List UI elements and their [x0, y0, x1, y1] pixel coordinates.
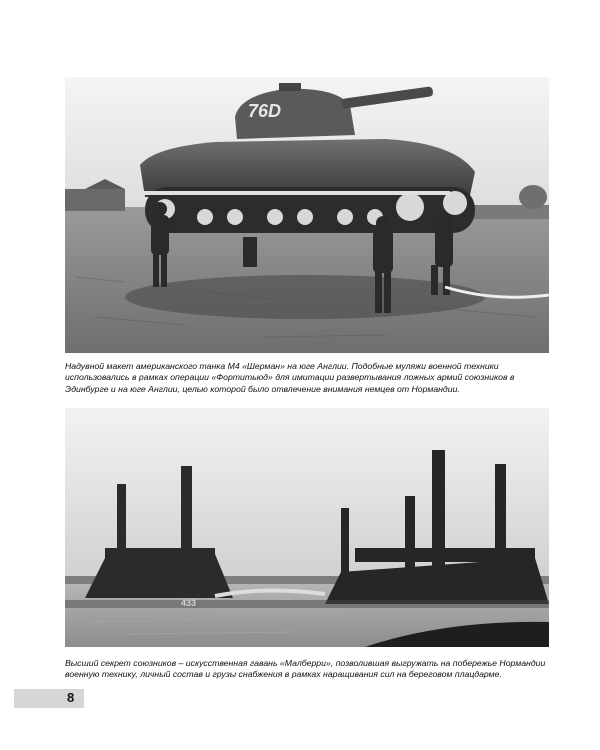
figure-caption-2: Высший секрет союзников – искусственная гавань «Малберри», позволившая выгружать на побережье Нормандии военную технику, личный состав и грузы снабжения в рамках наращивания сил на береговом плацдарме.: [65, 658, 546, 680]
mulberry-harbour-photo-icon: [65, 408, 549, 647]
figure-caption-1: Надувной макет американского танка М4 «Шерман» на юге Англии. Подобные муляжи военной техники использовались в рамках операции «Фортитьюд» для имитации развертывания ложных армий союзников в Эдинбурге и на юге Англии, целью которой было отвлечение внимания немцев от Нормандии.: [65, 361, 515, 394]
turret-marking: 76D: [248, 101, 282, 121]
hull-marking: 433: [181, 598, 197, 608]
photo-mulberry-harbour: [65, 408, 549, 647]
inflatable-tank-photo-icon: [65, 77, 549, 353]
photo-inflatable-sherman: [65, 77, 549, 353]
page-number: 8: [67, 690, 75, 705]
